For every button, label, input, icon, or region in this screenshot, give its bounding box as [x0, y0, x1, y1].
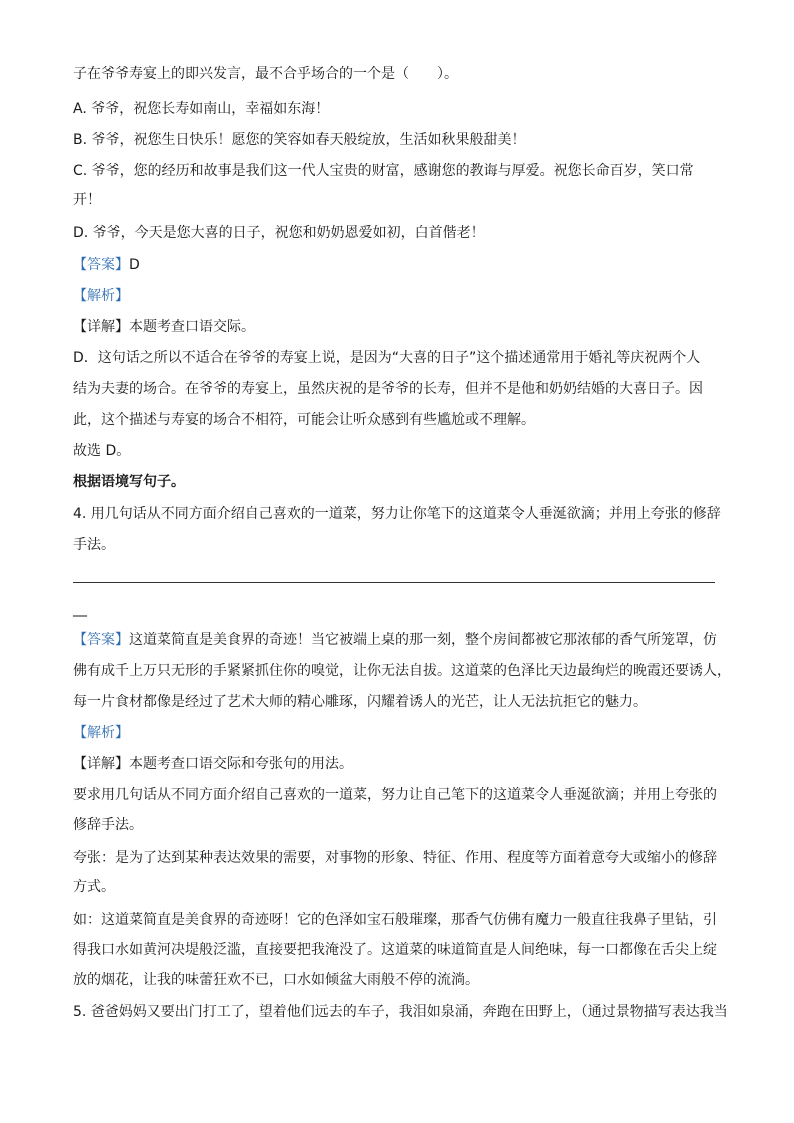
q4-example-line3: 放的烟花，让我的味蕾狂欢不已，口水如倾盆大雨般不停的流淌。: [73, 972, 479, 988]
q4-stem-line2: 手法。: [73, 537, 115, 553]
q3-explanation-line2: 结为夫妻的场合。在爷爷的寿宴上，虽然庆祝的是爷爷的长寿，但并不是他和奶奶结婚的大喜日子。因: [73, 381, 703, 397]
detail-tag: 【详解】: [73, 319, 129, 335]
q4-answer-line3: 每一片食材都像是经过了艺术大师的精心雕琢，闪耀着诱人的光芒，让人无法抗拒它的魅力。: [73, 694, 647, 710]
q3-stem-continuation: 子在爷爷寿宴上的即兴发言，最不合乎场合的一个是（ ）。: [73, 66, 458, 82]
answer-text: 这道菜简直是美食界的奇迹！当它被端上桌的那一刻，整个房间都被它那浓郁的香气所笼罩，仿: [129, 632, 717, 648]
q3-detail-line: [73, 317, 255, 337]
q4-stem-line1: 4. 用几句话从不同方面介绍自己喜欢的一道菜，努力让你笔下的这道菜令人垂涎欲滴；并用上夸张的修辞: [73, 506, 721, 522]
q4-definition-line1: 夸张：是为了达到某种表达效果的需要，对事物的形象、特征、作用、程度等方面着意夸大或缩小的修辞: [73, 850, 717, 866]
q4-detail-line: [73, 754, 353, 774]
section-heading: 根据语境写句子。: [73, 474, 185, 490]
q4-analysis-tag: 【解析】: [73, 725, 129, 741]
answer-value: D: [129, 257, 140, 273]
q4-definition-line2: 方式。: [73, 879, 115, 895]
q3-option-a: A. 爷爷，祝您长寿如南山，幸福如东海！: [73, 101, 330, 117]
answer-tag: 【答案】: [73, 632, 129, 648]
q4-requirement-line2: 修辞手法。: [73, 817, 143, 833]
q4-answer-line2: 佛有成千上万只无形的手紧紧抓住你的嗅觉，让你无法自拔。这道菜的色泽比天边最绚烂的晚霞还要诱人，: [73, 663, 731, 679]
detail-text: 本题考查口语交际和夸张句的用法。: [129, 756, 353, 772]
q3-option-d: D. 爷爷，今天是您大喜的日子，祝您和奶奶恩爱如初，白首偕老！: [73, 225, 485, 241]
q3-answer-line: [73, 255, 140, 275]
q4-example-line2: 得我口水如黄河决堤般泛滥，直接要把我淹没了。这道菜的味道简直是人间绝味，每一口都像在舌尖上绽: [73, 942, 717, 958]
q3-explanation-line1: D．这句话之所以不适合在爷爷的寿宴上说，是因为“大喜的日子”这个描述通常用于婚礼等庆祝两个人: [73, 350, 701, 366]
q3-conclusion: 故选 D。: [73, 443, 131, 459]
q3-option-c-line2: 开！: [73, 192, 101, 208]
q4-answer-line1: [73, 630, 717, 650]
answer-blank-line: [73, 582, 715, 583]
answer-tag: 【答案】: [73, 257, 129, 273]
q3-option-b: B. 爷爷，祝您生日快乐！愿您的笑容如春天般绽放，生活如秋果般甜美！: [73, 132, 526, 148]
answer-blank-tail: __: [73, 601, 87, 617]
detail-text: 本题考查口语交际。: [129, 319, 255, 335]
q3-analysis-tag: 【解析】: [73, 288, 129, 304]
q4-example-line1: 如：这道菜简直是美食界的奇迹呀！它的色泽如宝石般璀璨，那香气仿佛有魔力一般直往我鼻子里钻，引: [73, 912, 717, 928]
q3-explanation-line3: 此，这个描述与寿宴的场合不相符，可能会让听众感到有些尴尬或不理解。: [73, 412, 535, 428]
q3-option-c-line1: C. 爷爷，您的经历和故事是我们这一代人宝贵的财富，感谢您的教诲与厚爱。祝您长命百岁，笑口常: [73, 163, 694, 179]
q4-requirement-line1: 要求用几句话从不同方面介绍自己喜欢的一道菜，努力让自己笔下的这道菜令人垂涎欲滴；并用上夸张的: [73, 787, 717, 803]
q5-stem-line1: 5. 爸爸妈妈又要出门打工了，望着他们远去的车子，我泪如泉涌，奔跑在田野上，（通过景物描写表达我当: [73, 1004, 728, 1020]
detail-tag: 【详解】: [73, 756, 129, 772]
